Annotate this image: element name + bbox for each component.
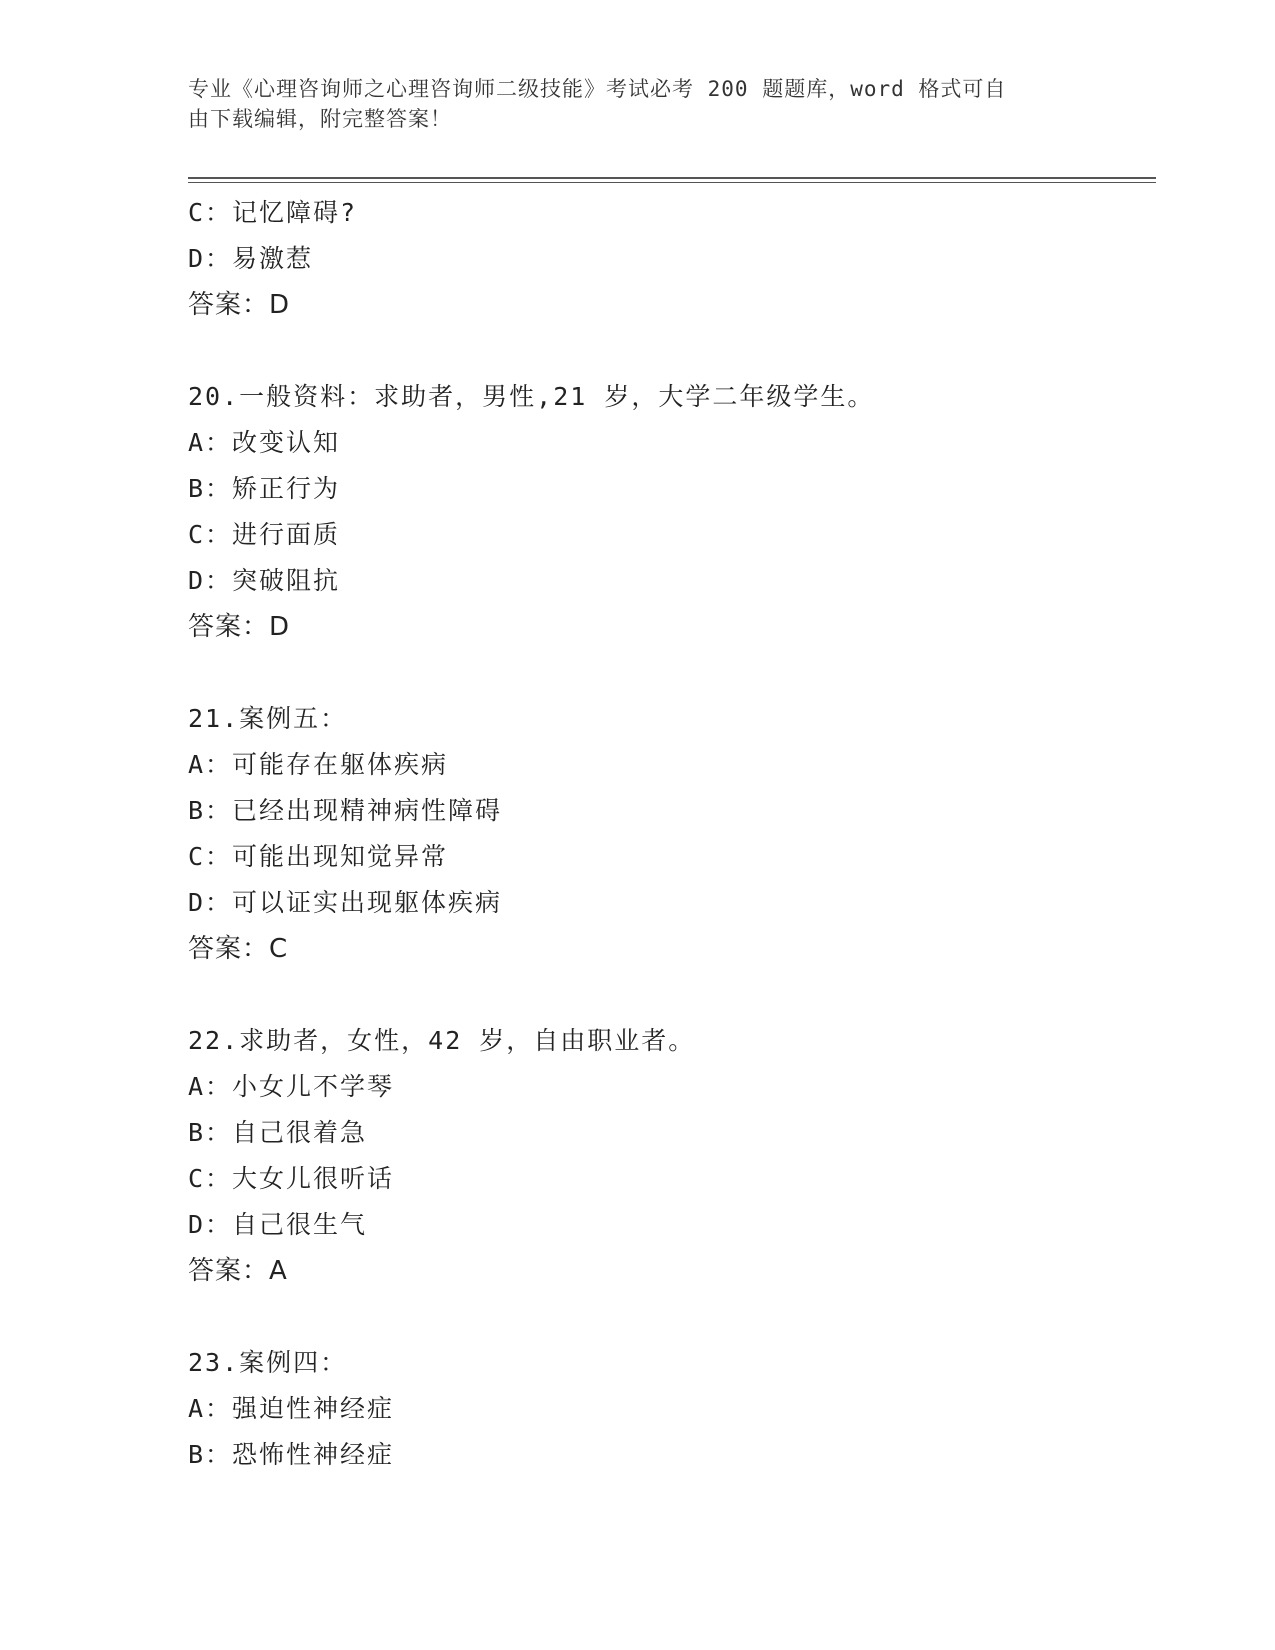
question-23: 23.案例四：	[188, 1348, 348, 1377]
header-rule-thin	[188, 182, 1156, 183]
option-a: A：改变认知	[188, 428, 341, 457]
question-list	[188, 190, 1156, 1478]
option-d: D：突破阻抗	[188, 566, 341, 595]
spacer	[188, 328, 1156, 374]
question-20: 20.一般资料：求助者，男性,21 岁，大学二年级学生。	[188, 382, 875, 411]
option-b: B：恐怖性神经症	[188, 1440, 395, 1469]
option-c: C：大女儿很听话	[188, 1164, 395, 1193]
option-c: C：可能出现知觉异常	[188, 842, 449, 871]
option-d: D：自己很生气	[188, 1210, 368, 1239]
option-c: C：记忆障碍?	[188, 198, 358, 227]
option-c: C：进行面质	[188, 520, 341, 549]
answer: 答案：A	[188, 1256, 288, 1286]
spacer	[188, 650, 1156, 696]
question-21: 21.案例五：	[188, 704, 348, 733]
option-a: A：强迫性神经症	[188, 1394, 395, 1423]
question-22: 22.求助者，女性，42 岁，自由职业者。	[188, 1026, 696, 1055]
option-b: B：已经出现精神病性障碍	[188, 796, 503, 825]
answer: 答案：D	[188, 290, 291, 320]
answer: 答案：D	[188, 612, 291, 642]
option-a: A：小女儿不学琴	[188, 1072, 395, 1101]
option-d: D：易激惹	[188, 244, 314, 273]
spacer	[188, 972, 1156, 1018]
option-b: B：自己很着急	[188, 1118, 368, 1147]
option-b: B：矫正行为	[188, 474, 341, 503]
option-d: D：可以证实出现躯体疾病	[188, 888, 503, 917]
answer: 答案：C	[188, 934, 289, 964]
header-rule-thick	[188, 177, 1156, 179]
document-header	[188, 74, 1068, 134]
spacer	[188, 1294, 1156, 1340]
option-a: A：可能存在躯体疾病	[188, 750, 449, 779]
header-line-1: 专业《心理咨询师之心理咨询师二级技能》考试必考 200 题题库，word 格式可自	[188, 77, 1007, 101]
header-line-2: 由下载编辑，附完整答案！	[188, 107, 452, 131]
